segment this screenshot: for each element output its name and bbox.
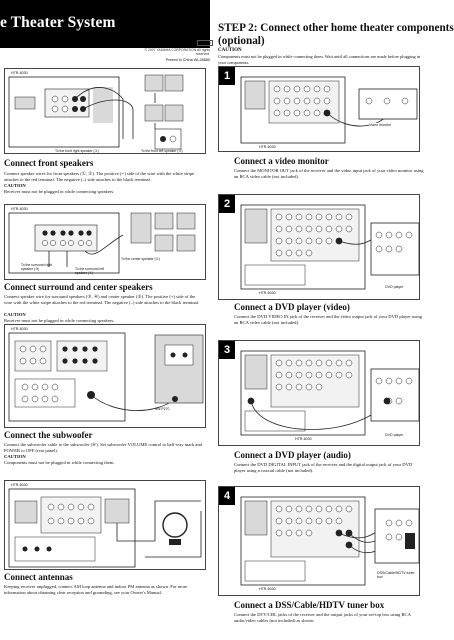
front-speakers-caution-label: CAUTION xyxy=(4,183,26,188)
step-caution-label: CAUTION xyxy=(218,48,242,53)
dvd-player-label: DVD player xyxy=(385,285,404,289)
section-subwoofer xyxy=(0,320,210,465)
subwoofer-body: Connect the subwoofer cable to the subwoofer (⑥). Set subwoofer VOLUME control to half-way mark and POWER to OFF (rear panel). xyxy=(4,442,202,453)
step-number-badge: 4 xyxy=(219,487,235,505)
receiver-model-label: HTR-6030 xyxy=(259,145,276,149)
step-number-badge: 2 xyxy=(219,195,235,213)
surround-center-caution-label: CAUTION xyxy=(4,312,26,317)
antennas-heading: Connect antennas xyxy=(4,572,73,582)
surround-right-label: To the surround right speaker (③) xyxy=(21,263,53,271)
front-speakers-diagram xyxy=(4,68,206,154)
document-title: e Theater System xyxy=(0,14,116,31)
dvd-player-label: DVD player xyxy=(385,433,404,437)
front-left-label: To the front left speaker (②) xyxy=(141,149,183,153)
section-surround-center xyxy=(0,200,210,338)
video-monitor-body: Connect the MONITOR OUT jack of the receiver and the video input jack of your video monitor using an RCA video cable (not included). xyxy=(234,168,424,179)
video-monitor-heading: Connect a video monitor xyxy=(234,156,329,166)
tuner-box-diagram xyxy=(218,486,420,596)
video-monitor-label: Video monitor xyxy=(369,123,392,127)
receiver-model-label: HTR-6030 xyxy=(11,207,28,211)
receiver-model-label: HTR-6030 xyxy=(295,437,312,441)
tuner-box-body: Connect the DTV/CBL jacks of the receiver and the output jacks of your set-top box using RCA audio/video cables (not included) as shown. xyxy=(234,612,411,623)
front-speakers-body: Connect speaker wires for front speakers (①, ②). The positive (+) side of the wire with the white stripe attaches to the red terminal. The negative (–) side attaches to the black terminal. xyxy=(4,171,195,182)
step-1-video-monitor xyxy=(218,66,424,186)
front-speakers-heading: Connect front speakers xyxy=(4,158,94,168)
section-antennas xyxy=(0,472,210,640)
receiver-model-label: HTR-6030 xyxy=(11,327,28,331)
title-bar xyxy=(0,0,210,48)
front-right-label: To the front right speaker (①) xyxy=(55,149,99,153)
video-monitor-diagram xyxy=(218,66,420,152)
step-2-dvd-video xyxy=(218,194,420,334)
dvd-video-heading: Connect a DVD player (video) xyxy=(234,302,350,312)
receiver-model-label: HTR-6030 xyxy=(259,291,276,295)
center-speaker-label: To the center speaker (⑤) xyxy=(121,257,160,261)
step-4-tuner-box xyxy=(218,486,420,636)
dvd-video-body: Connect the DVD VIDEO IN jack of the receiver and the video output jack of your DVD player using an RCA video cable (not included). xyxy=(234,314,422,325)
subwoofer-diagram xyxy=(4,324,206,428)
subwoofer-caution-text: Components must not be plugged in while connecting them. xyxy=(4,460,115,465)
printed-notice: Printed in China WL28880 xyxy=(165,58,210,62)
step-number-badge: 3 xyxy=(219,341,235,359)
dvd-audio-heading: Connect a DVD player (audio) xyxy=(234,450,351,460)
step-number-badge: 1 xyxy=(219,67,235,85)
receiver-model-label: HTR-6030 xyxy=(11,71,28,75)
step-title: STEP 2: Connect other home theater components (optional) xyxy=(218,22,454,47)
subwoofer-caution-label: CAUTION xyxy=(4,454,26,459)
tuner-box-label: DSS/Cable/HDTV tuner box xyxy=(377,571,417,580)
dvd-audio-diagram xyxy=(218,340,420,446)
surround-speakers-diagram xyxy=(4,204,206,280)
copyright-notice: © 2007 YAMAHA CORPORATION All rights reserved. xyxy=(144,48,210,57)
antennas-body: Keeping receiver unplugged, connect AM loop antenna and indoor FM antenna as shown. For more information about obtaining clear reception and grounding, see your Owner's Manual. xyxy=(4,584,188,595)
subwoofer-model-label: SW-P270 xyxy=(155,407,170,411)
surround-center-body: Connect speaker wire for surround speakers (③, ④) and center speaker (⑤). The positive (+) side of the wire with the white stripe attaches to the red terminal. The negative (–) side attaches to the black terminal. xyxy=(4,294,200,305)
dvd-video-diagram xyxy=(218,194,420,300)
step-3-dvd-audio xyxy=(218,340,420,480)
front-speakers-caution-text: Receiver must not be plugged in while connecting speakers. xyxy=(4,189,115,194)
surround-center-caution-text: Receiver must not be plugged in while connecting speakers. xyxy=(4,318,115,323)
antennas-diagram xyxy=(4,480,206,570)
language-badge: GB/AU xyxy=(197,40,213,46)
tuner-box-heading: Connect a DSS/Cable/HDTV tuner box xyxy=(234,600,385,610)
dvd-audio-body: Connect the DVD DIGITAL INPUT jack of the receiver and the digital output jack of your DVD player using a coaxial cable (not included). xyxy=(234,462,413,473)
surround-left-label: To the surround left speaker (④) xyxy=(75,267,105,275)
surround-center-heading: Connect surround and center speakers xyxy=(4,282,153,292)
receiver-model-label: HTR-6030 xyxy=(11,483,28,487)
receiver-model-label: HTR-6030 xyxy=(259,587,276,591)
subwoofer-heading: Connect the subwoofer xyxy=(4,430,93,440)
step-caution-text: Components must not be plugged in while connecting them. Wait until all connections are made before plugging in your components. xyxy=(218,54,421,65)
